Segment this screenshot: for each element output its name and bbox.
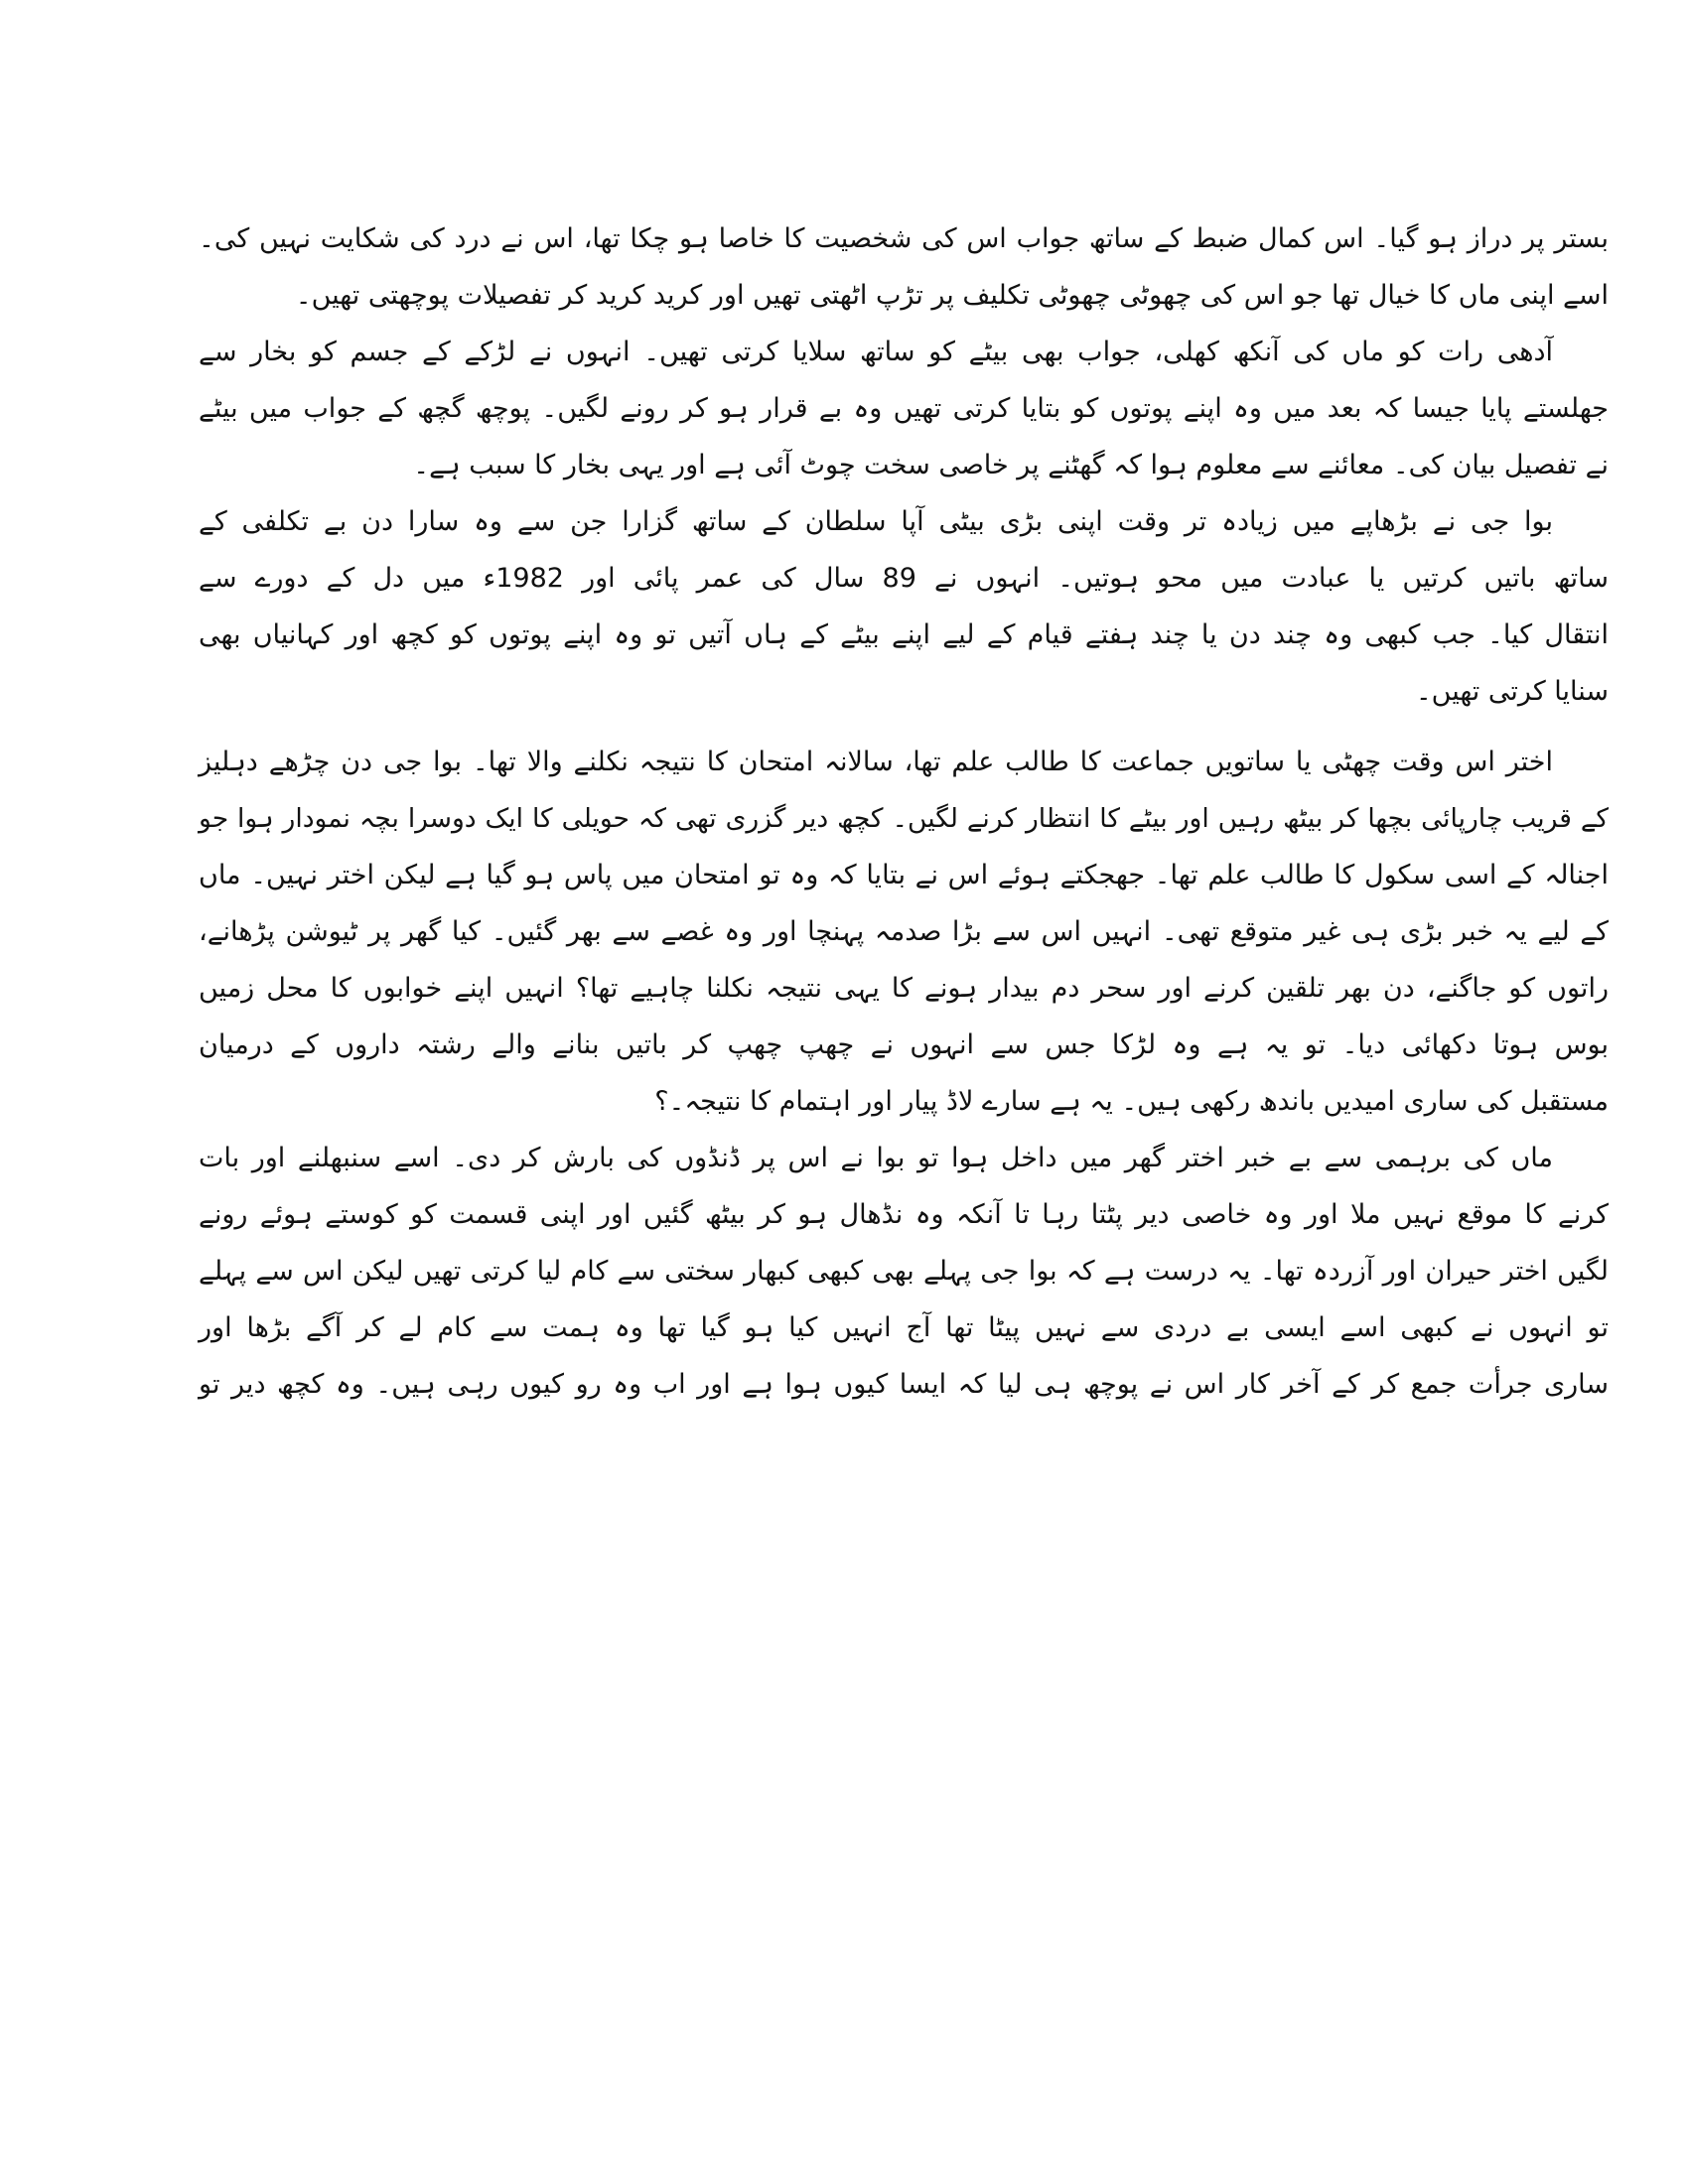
text-line: ماں کی برہمی سے بے خبر اختر گھر میں داخل ہوا تو بوا نے اس پر ڈنڈوں کی بارش کر دی۔ اسے سنبھلنے اور بات	[199, 1143, 1553, 1173]
text-line: انتقال کیا۔ جب کبھی وہ چند دن یا چند ہفتے قیام کے لیے اپنے بیٹے کے ہاں آتیں تو وہ اپنے پوتوں کو کچھ اور کہانیاں بھی	[199, 619, 1609, 650]
paragraph-spacer	[199, 720, 1609, 734]
body-text	[199, 210, 1609, 1413]
text-line: کرنے کا موقع نہیں ملا اور وہ خاصی دیر پٹتا رہا تا آنکہ وہ نڈھال ہو کر بیٹھ گئیں اور اپنی قسمت کو کوستے ہوئے رونے	[199, 1199, 1609, 1230]
text-line: لگیں اختر حیران اور آزردہ تھا۔ یہ درست ہے کہ بوا جی پہلے بھی کبھی کبھار سختی سے کام لیا کرتی تھیں لیکن اس سے پہلے	[199, 1256, 1609, 1287]
text-line: سنایا کرتی تھیں۔	[1415, 676, 1609, 707]
text-line: بوا جی نے بڑھاپے میں زیادہ تر وقت اپنی بڑی بیٹی آپا سلطان کے ساتھ گزارا جن سے وہ سارا دن بے تکلفی کے	[199, 506, 1553, 537]
text-line: مستقبل کی ساری امیدیں باندھ رکھی ہیں۔ یہ ہے سارے لاڈ پیار اور اہتمام کا نتیجہ۔؟	[654, 1086, 1609, 1117]
text-line: نے تفصیل بیان کی۔ معائنے سے معلوم ہوا کہ گھٹنے پر خاصی سخت چوٹ آئی ہے اور یہی بخار کا سبب ہے۔	[413, 450, 1609, 480]
text-line: کے لیے یہ خبر بڑی ہی غیر متوقع تھی۔ انہیں اس سے بڑا صدمہ پہنچا اور وہ غصے سے بھر گئیں۔ کیا گھر پر ٹیوشن پڑھانے،	[199, 916, 1609, 947]
paragraph-1	[199, 210, 1609, 324]
text-line: اختر اس وقت چھٹی یا ساتویں جماعت کا طالب علم تھا، سالانہ امتحان کا نتیجہ نکلنے والا تھا۔ بوا جی دن چڑھے دہلیز	[199, 747, 1553, 777]
paragraph-5	[199, 1130, 1609, 1413]
text-line: راتوں کو جاگنے، دن بھر تلقین کرنے اور سحر دم بیدار ہونے کا یہی نتیجہ نکلنا چاہیے تھا؟ انہیں اپنے خوابوں کا محل زمیں	[199, 973, 1609, 1004]
paragraph-4	[199, 734, 1609, 1130]
text-line: جھلستے پایا جیسا کہ بعد میں وہ اپنے پوتوں کو بتایا کرتی تھیں وہ بے قرار ہو کر رونے لگیں۔ پوچھ گچھ کے جواب میں بیٹے	[199, 393, 1609, 424]
text-line: بستر پر دراز ہو گیا۔ اس کمال ضبط کے ساتھ جواب اس کی شخصیت کا خاصا ہو چکا تھا، اس نے درد کی شکایت نہیں کی۔	[199, 223, 1609, 254]
text-line: بوس ہوتا دکھائی دیا۔ تو یہ ہے وہ لڑکا جس سے انہوں نے چھپ چھپ کر باتیں بنانے والے رشتہ داروں کے درمیان	[199, 1029, 1609, 1060]
text-line: اجنالہ کے اسی سکول کا طالب علم تھا۔ جھجکتے ہوئے اس نے بتایا کہ وہ تو امتحان میں پاس ہو گیا ہے لیکن اختر نہیں۔ ماں	[199, 860, 1609, 890]
text-line: ساری جرأت جمع کر کے آخر کار اس نے پوچھ ہی لیا کہ ایسا کیوں ہوا ہے اور اب وہ رو کیوں رہی ہیں۔ وہ کچھ دیر تو	[199, 1369, 1609, 1400]
text-line: آدھی رات کو ماں کی آنکھ کھلی، جواب بھی بیٹے کو ساتھ سلایا کرتی تھیں۔ انہوں نے لڑکے کے جسم کو بخار سے	[199, 337, 1553, 367]
paragraph-2	[199, 324, 1609, 493]
text-line: تو انہوں نے کبھی اسے ایسی بے دردی سے نہیں پیٹا تھا آج انہیں کیا ہو گیا تھا وہ ہمت سے کام لے کر آگے بڑھا اور	[199, 1312, 1609, 1343]
text-line: ساتھ باتیں کرتیں یا عبادت میں محو ہوتیں۔ انہوں نے 89 سال کی عمر پائی اور 1982ء میں دل کے دورے سے	[199, 563, 1610, 594]
paragraph-3	[199, 493, 1609, 720]
text-line: کے قریب چارپائی بچھا کر بیٹھ رہیں اور بیٹے کا انتظار کرنے لگیں۔ کچھ دیر گزری تھی کہ حویلی کا ایک دوسرا بچہ نمودار ہوا جو	[199, 803, 1609, 834]
text-line: اسے اپنی ماں کا خیال تھا جو اس کی چھوٹی چھوٹی تکلیف پر تڑپ اٹھتی تھیں اور کرید کرید کر تفصیلات پوچھتی تھیں۔	[295, 280, 1609, 311]
